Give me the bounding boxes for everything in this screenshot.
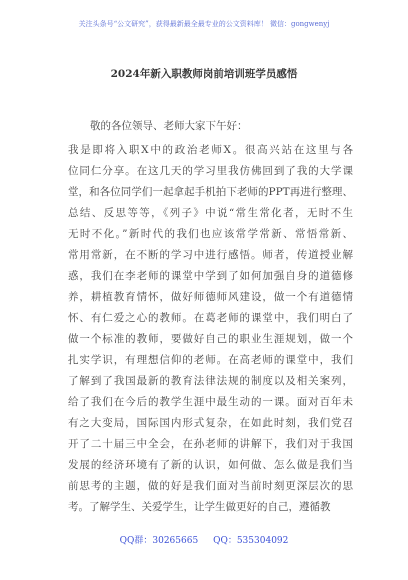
body-line: 有之大变局，国际国内形式复杂，在如此时刻，我们党召 — [68, 417, 353, 429]
body-line: 扎实学识，有理想信仰的老师。在高老师的课堂中，我们 — [68, 354, 353, 366]
body-line: 无时不化。”新时代的我们也应该常学常新、常悟常新、 — [68, 228, 353, 240]
body-line: 了解到了我国最新的教育法律法规的制度以及相关案列， — [68, 375, 353, 387]
salutation: 敬的各位领导、老师大家下午好： — [90, 120, 248, 132]
footer-qq-group: QQ群：30265665 — [119, 536, 199, 546]
body-line: 堂，和各位同学们一起拿起手机拍下老师的PPT再进行整理、 — [68, 186, 353, 198]
body-line: 常用常新，在不断的学习中进行感悟。师者，传道授业解 — [68, 249, 353, 261]
body-line: 考。了解学生、关爱学生，让学生做更好的自己，遵循教 — [68, 501, 331, 513]
body-line: 我是即将入职X中的政治老师X。很高兴站在这里与各 — [68, 144, 353, 156]
document-body — [68, 140, 353, 518]
body-line: 总结、反思等等，《列子》中说“常生常化者，无时不生 — [68, 207, 353, 219]
body-line: 给了我们在今后的教学生涯中最生动的一课。面对百年未 — [68, 396, 353, 408]
body-line: 发展的经济环境有了新的认识，如何做、怎么做是我们当 — [68, 459, 353, 471]
body-line: 开了二十届三中全会，在孙老师的讲解下，我们对于我国 — [68, 438, 353, 450]
body-line: 养，耕植教育情怀，做好师德师风建设，做一个有道德情 — [68, 291, 353, 303]
body-line: 做一个标准的教师，要做好自己的职业生涯规划，做一个 — [68, 333, 353, 345]
document-title: 2024年新入职教师岗前培训班学员感悟 — [110, 68, 298, 80]
top-banner: 关注头条号“公文研究”，获得最新最全最专业的公文资料库！ 微信：gongwenyj — [78, 20, 330, 28]
body-line: 前思考的主题，做的好是我们面对当前时刻更深层次的思 — [68, 480, 353, 492]
footer-contacts — [0, 536, 408, 547]
body-line: 位同仁分享。在这几天的学习里我仿佛回到了我的大学课 — [68, 165, 353, 177]
body-line: 惑，我们在李老师的课堂中学到了如何加强自身的道德修 — [68, 270, 353, 282]
footer-qq: QQ：535304092 — [213, 536, 289, 546]
body-line: 怀、有仁爱之心的教师。在葛老师的课堂中，我们明白了 — [68, 312, 353, 324]
